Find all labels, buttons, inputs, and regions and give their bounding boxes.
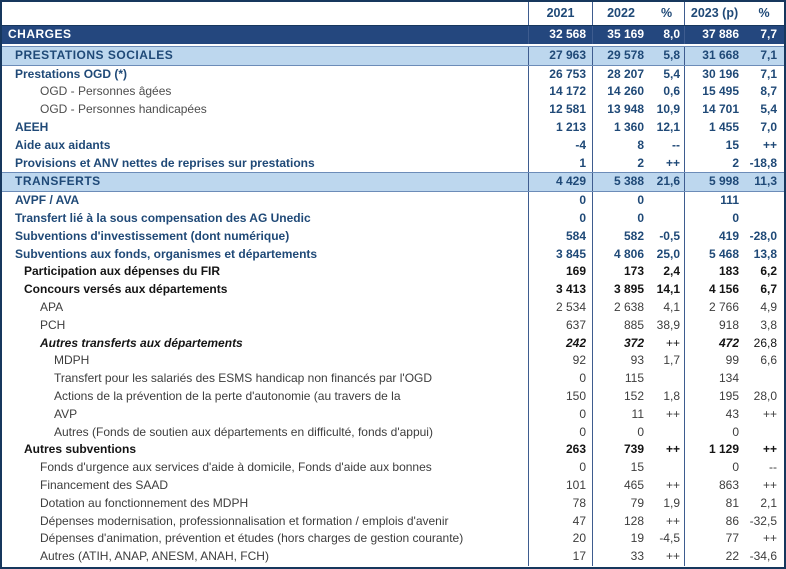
table-row [2,459,784,477]
value-2021: 0 [529,192,593,210]
value-2021: 584 [529,228,593,246]
table-row [2,335,784,353]
value-2023p: 472 [718,335,739,350]
row-label: Subventions aux fonds, organismes et départements [2,246,529,264]
row-label: Subventions d'investissement (dont numérique) [2,228,529,246]
row-label: Participation aux dépenses du FIR [2,263,529,281]
value-2021: 4 429 [529,173,593,191]
value-2021: 3 413 [529,281,593,299]
table-row [2,299,784,317]
value-2022: 29 578 [607,47,644,62]
row-label: PRESTATIONS SOCIALES [2,47,529,65]
value-pct-2023: 11,3 [754,174,777,189]
value-pct-2022: -4,5 [649,530,685,548]
row-label: Actions de la prévention de la perte d'autonomie (au travers de la [2,388,529,406]
table-row [2,548,784,566]
value-2022: 2 [637,155,644,170]
value-2021: 92 [529,352,593,370]
table-row [2,495,784,513]
value-2022: 19 [630,531,644,546]
value-2022: 582 [623,228,644,243]
value-pct-2023: -34,6 [749,549,777,564]
row-label: Dotation au fonctionnement des MDPH [2,495,529,513]
table-row [2,192,784,210]
table-row [2,388,784,406]
value-2023p: 0 [732,210,739,225]
value-2022: 79 [630,495,644,510]
value-pct-2022 [649,370,685,388]
value-2023p: 15 495 [702,84,739,99]
value-2023p: 111 [720,193,739,208]
table-row [2,530,784,548]
value-2023p: 863 [718,477,739,492]
row-label: Dépenses modernisation, professionnalisation et formation / emplois d'avenir [2,513,529,531]
column-header-2022: 2022 [607,6,635,20]
value-pct-2023 [744,424,784,442]
value-pct-2023: 7,7 [760,27,777,41]
row-label: Autres transferts aux départements [2,335,529,353]
value-2021: 263 [529,441,593,459]
value-2023p: 195 [718,388,739,403]
value-2023p: 81 [725,495,739,510]
value-2022: 15 [630,460,644,475]
column-header-pct-2023: % [758,6,770,20]
value-pct-2023: 2,1 [760,495,777,510]
value-2021: 150 [529,388,593,406]
value-2022: 885 [623,317,644,332]
table-row [2,370,784,388]
row-label: AEEH [2,119,529,137]
value-2022: 93 [630,353,644,368]
table-row [2,406,784,424]
row-label: Prestations OGD (*) [2,66,529,84]
value-2023p: 37 886 [702,27,739,41]
value-pct-2022: 14,1 [649,281,685,299]
value-2022: 465 [623,477,644,492]
table-row [2,119,784,137]
value-pct-2023: 7,0 [760,119,777,134]
table-row [2,155,784,173]
value-pct-2023: 8,7 [760,84,777,99]
value-2021: 17 [529,548,593,566]
value-pct-2023: ++ [762,137,777,152]
row-label: Transfert pour les salariés des ESMS handicap non financés par l'OGD [2,370,529,388]
table-row [2,46,784,66]
value-pct-2023: -- [769,460,777,475]
table-row [2,352,784,370]
value-2021: 3 845 [529,246,593,264]
row-label: Provisions et ANV nettes de reprises sur prestations [2,155,529,173]
table-row [2,513,784,531]
table-row [2,317,784,335]
row-label: OGD - Personnes âgées [2,83,529,101]
value-2023p: 22 [725,549,739,564]
value-pct-2023 [744,192,784,210]
value-2021: 101 [529,477,593,495]
value-2022: 5 388 [613,174,644,189]
value-2021: 0 [529,459,593,477]
value-pct-2023: ++ [762,531,777,546]
value-2023p: 4 156 [708,282,739,297]
value-2023p: 1 129 [708,442,739,457]
value-2021: 78 [529,495,593,513]
value-2021: 14 172 [529,83,593,101]
value-pct-2022: 1,8 [649,388,685,406]
value-pct-2022: 12,1 [649,119,685,137]
value-2022: 2 638 [613,299,644,314]
row-label: AVPF / AVA [2,192,529,210]
row-label: Concours versés aux départements [2,281,529,299]
value-pct-2022: 5,8 [649,47,685,65]
value-2023p: 1 455 [708,119,739,134]
value-2021: 169 [529,263,593,281]
value-2022: 35 169 [607,27,644,41]
value-2022: 372 [623,335,644,350]
row-label: Fonds d'urgence aux services d'aide à domicile, Fonds d'aide aux bonnes [2,459,529,477]
value-pct-2022: 2,4 [649,263,685,281]
value-pct-2022: 25,0 [649,246,685,264]
value-pct-2022: -- [649,137,685,155]
value-pct-2023: ++ [762,477,777,492]
table-row [2,263,784,281]
table-row [2,477,784,495]
value-pct-2023: 4,9 [760,299,777,314]
value-2023p: 2 766 [708,299,739,314]
value-pct-2022: 0,6 [649,83,685,101]
table-body [2,26,784,566]
column-header-pct-2022: % [649,2,685,25]
value-2023p: 134 [718,371,739,386]
column-header-2023p: 2023 (p) [690,6,739,20]
table-row [2,83,784,101]
value-2021: 0 [529,424,593,442]
value-pct-2022: 8,0 [649,26,685,44]
value-2022: 739 [623,442,644,457]
value-2021: 26 753 [529,66,593,84]
value-2022: 128 [623,513,644,528]
value-2023p: 15 [725,137,739,152]
value-pct-2023: 3,8 [760,317,777,332]
value-2021: 0 [529,210,593,228]
value-2022: 152 [623,388,644,403]
column-header-2021: 2021 [529,2,593,25]
value-pct-2022: ++ [649,155,685,173]
value-2021: 20 [529,530,593,548]
value-2023p: 99 [725,353,739,368]
value-2021: -4 [529,137,593,155]
value-2021: 0 [529,370,593,388]
value-pct-2023: 6,7 [760,282,777,297]
value-pct-2022: 4,1 [649,299,685,317]
value-pct-2022: 1,9 [649,495,685,513]
value-2021: 637 [529,317,593,335]
value-2021: 242 [529,335,593,353]
value-pct-2023: ++ [762,406,777,421]
value-2022: 0 [637,210,644,225]
table-row [2,424,784,442]
value-2022: 11 [631,406,644,421]
value-2023p: 31 668 [702,47,739,62]
value-pct-2022: ++ [649,335,685,353]
header-label-cell [2,2,529,25]
value-2021: 47 [529,513,593,531]
value-pct-2023: 6,2 [760,264,777,279]
value-pct-2022: 10,9 [649,101,685,119]
value-pct-2022: ++ [649,513,685,531]
value-2023p: 183 [718,264,739,279]
value-2022: 28 207 [607,66,644,81]
row-label: Aide aux aidants [2,137,529,155]
value-pct-2023: -18,8 [749,155,777,170]
table-header-row [2,2,784,26]
row-label: Financement des SAAD [2,477,529,495]
value-pct-2023: 6,6 [760,353,777,368]
value-pct-2022 [649,192,685,210]
row-label: Autres (Fonds de soutien aux départements en difficulté, fonds d'appui) [2,424,529,442]
value-pct-2022 [649,424,685,442]
table-row [2,281,784,299]
table-row [2,101,784,119]
value-pct-2022: ++ [649,441,685,459]
value-pct-2023 [744,210,784,228]
value-pct-2022: ++ [649,406,685,424]
value-2023p: 2 [732,155,739,170]
value-pct-2023: 28,0 [753,388,777,403]
value-pct-2022 [649,210,685,228]
table-row [2,66,784,84]
value-pct-2023: 13,8 [753,246,777,261]
table-row [2,441,784,459]
value-pct-2023: 5,4 [760,102,777,117]
value-2021: 27 963 [529,47,593,65]
value-pct-2023: 26,8 [753,335,777,350]
value-2021: 1 [529,155,593,173]
value-pct-2023 [744,370,784,388]
row-label: Dépenses d'animation, prévention et études (hors charges de gestion courante) [2,530,529,548]
value-pct-2022 [649,459,685,477]
value-2022: 4 806 [613,246,644,261]
value-2021: 0 [529,406,593,424]
row-label: AVP [2,406,529,424]
table-row [2,210,784,228]
value-pct-2022: 5,4 [649,66,685,84]
value-pct-2022: ++ [649,477,685,495]
row-label: APA [2,299,529,317]
value-2022: 1 360 [613,119,644,134]
value-pct-2022: 21,6 [649,173,685,191]
table-row [2,246,784,264]
row-label: Autres subventions [2,441,529,459]
value-2023p: 77 [725,531,739,546]
value-2023p: 5 998 [708,174,739,189]
value-pct-2023: 7,1 [760,47,777,62]
value-2021: 32 568 [529,26,593,44]
value-2022: 14 260 [607,84,644,99]
value-2022: 173 [623,264,644,279]
table-row [2,172,784,192]
value-2023p: 86 [725,513,739,528]
value-pct-2022: 1,7 [649,352,685,370]
value-2021: 1 213 [529,119,593,137]
row-label: MDPH [2,352,529,370]
value-2022: 115 [624,371,644,386]
value-2023p: 30 196 [702,66,739,81]
row-label: OGD - Personnes handicapées [2,101,529,119]
row-label: Autres (ATIH, ANAP, ANESM, ANAH, FCH) [2,548,529,566]
row-label: PCH [2,317,529,335]
value-2023p: 918 [718,317,739,332]
value-2023p: 0 [732,460,739,475]
value-2022: 0 [637,193,644,208]
value-2022: 3 895 [613,282,644,297]
value-pct-2023: 7,1 [760,66,777,81]
table-row [2,228,784,246]
value-pct-2023: -28,0 [749,228,777,243]
row-label: TRANSFERTS [2,173,529,191]
value-2022: 8 [637,137,644,152]
value-pct-2023: -32,5 [749,513,777,528]
row-label: Transfert lié à la sous compensation des AG Unedic [2,210,529,228]
value-2023p: 0 [732,424,739,439]
value-2022: 13 948 [607,102,644,117]
value-2023p: 14 701 [702,102,739,117]
value-pct-2022: ++ [649,548,685,566]
table-row [2,137,784,155]
value-2022: 33 [630,549,644,564]
table-row [2,26,784,46]
value-2021: 12 581 [529,101,593,119]
value-2023p: 5 468 [708,246,739,261]
value-2021: 2 534 [529,299,593,317]
row-label: CHARGES [2,26,529,44]
value-2023p: 43 [725,406,739,421]
value-pct-2022: -0,5 [649,228,685,246]
value-pct-2023: ++ [762,442,777,457]
value-2023p: 419 [718,228,739,243]
value-2022: 0 [637,424,644,439]
value-pct-2022: 38,9 [649,317,685,335]
